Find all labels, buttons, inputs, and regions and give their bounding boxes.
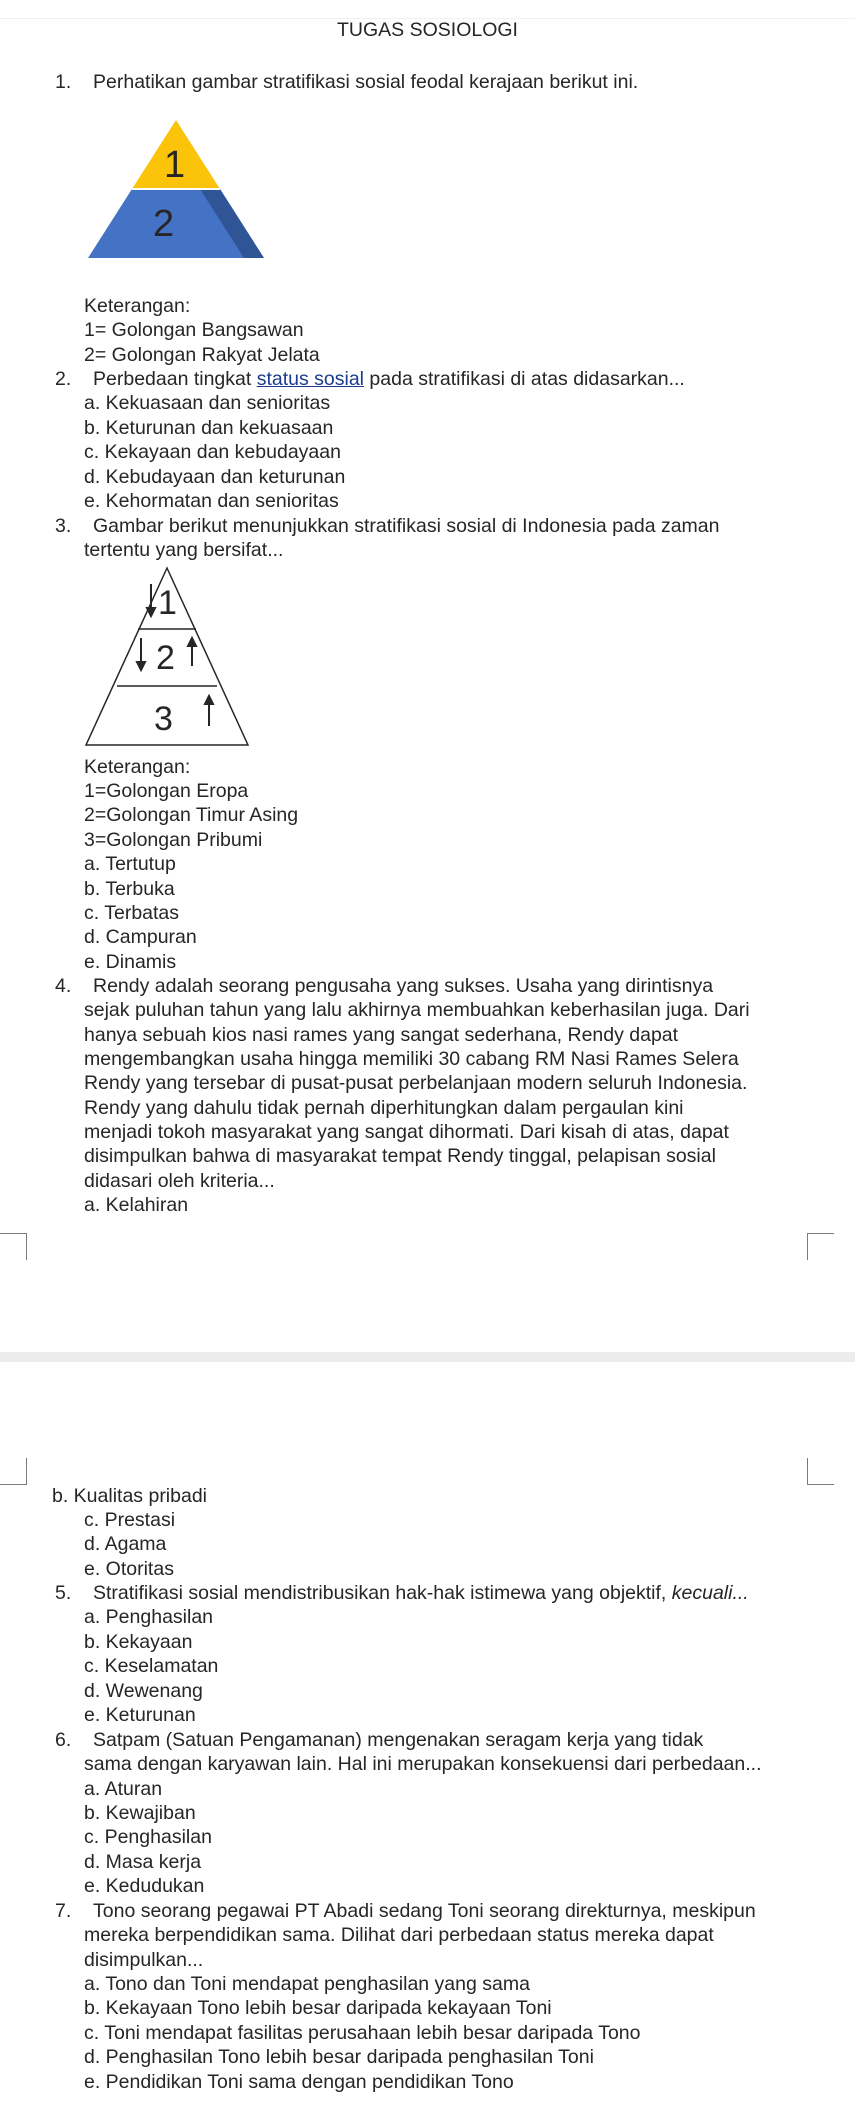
option-b: b. Kewajiban — [84, 1802, 196, 1824]
pyramid-label-2: 2 — [156, 639, 175, 677]
option-a: a. Aturan — [84, 1778, 163, 1800]
option-b: b. Kekayaan — [84, 1631, 193, 1653]
question-1 — [55, 70, 638, 95]
question-text: Perhatikan gambar stratifikasi sosial feodal kerajaan berikut ini. — [93, 71, 639, 93]
option-c: c. Keselamatan — [84, 1655, 219, 1677]
option-d: d. Campuran — [84, 926, 197, 948]
option-a: a. Kekuasaan dan senioritas — [84, 392, 331, 414]
option-e: e. Otoritas — [84, 1558, 174, 1580]
option-b: b. Kekayaan Tono lebih besar daripada kekayaan Toni — [84, 1997, 552, 2019]
legend-title: Keterangan: — [84, 295, 191, 317]
page-corner-mark — [0, 1233, 27, 1260]
option-c: c. Toni mendapat fasilitas perusahaan lebih besar daripada Tono — [84, 2022, 641, 2044]
option-c: c. Kekayaan dan kebudayaan — [84, 441, 341, 463]
option-b: b. Keturunan dan kekuasaan — [84, 417, 334, 439]
question-text-italic: kecuali... — [671, 1582, 749, 1604]
question-4 — [55, 974, 713, 999]
question-number: 6. — [55, 1729, 72, 1751]
option-e: e. Dinamis — [84, 951, 177, 973]
question-number: 7. — [55, 1900, 72, 1922]
option-e: e. Kedudukan — [84, 1875, 205, 1897]
legend-item: 1= Golongan Bangsawan — [84, 319, 304, 341]
question-text: Gambar berikut menunjukkan stratifikasi sosial di Indonesia pada zaman — [93, 515, 720, 537]
question-number: 2. — [55, 368, 72, 390]
option-c: c. Penghasilan — [84, 1826, 212, 1848]
feudal-pyramid-figure — [88, 116, 264, 264]
legend-item: 2= Golongan Rakyat Jelata — [84, 344, 320, 366]
option-d: d. Wewenang — [84, 1680, 203, 1702]
question-number: 1. — [55, 71, 72, 93]
question-number: 5. — [55, 1582, 72, 1604]
question-text-cont: disimpulkan... — [84, 1949, 204, 1971]
page-top-edge — [0, 0, 855, 19]
question-text: Satpam (Satuan Pengamanan) mengenakan seragam kerja yang tidak — [93, 1729, 704, 1751]
pyramid-label-1: 1 — [164, 144, 186, 186]
page-corner-mark — [807, 1458, 834, 1485]
question-text-cont: hanya sebuah kios nasi rames yang sangat sederhana, Rendy dapat — [84, 1024, 679, 1046]
option-e: e. Kehormatan dan senioritas — [84, 490, 339, 512]
question-7 — [55, 1899, 756, 1924]
page-corner-mark — [807, 1233, 834, 1260]
option-d: d. Kebudayaan dan keturunan — [84, 466, 346, 488]
option-a: a. Tertutup — [84, 853, 176, 875]
question-text-cont: menjadi tokoh masyarakat yang sangat dihormati. Dari kisah di atas, dapat — [84, 1121, 729, 1143]
question-3 — [55, 514, 720, 539]
question-5 — [55, 1581, 749, 1606]
question-text-cont: sama dengan karyawan lain. Hal ini merupakan konsekuensi dari perbedaan... — [84, 1753, 762, 1775]
option-d: d. Agama — [84, 1533, 167, 1555]
legend-item: 2=Golongan Timur Asing — [84, 804, 299, 826]
pyramid-label-3: 3 — [154, 700, 173, 738]
question-text-cont: mengembangkan usaha hingga memiliki 30 cabang RM Nasi Rames Selera — [84, 1048, 739, 1070]
legend-item: 3=Golongan Pribumi — [84, 829, 263, 851]
question-text-cont: tertentu yang bersifat... — [84, 539, 284, 561]
option-e: e. Keturunan — [84, 1704, 196, 1726]
page-break — [0, 1352, 855, 1362]
option-b: b. Kualitas pribadi — [52, 1485, 208, 1507]
question-text-cont: mereka berpendidikan sama. Dilihat dari perbedaan status mereka dapat — [84, 1924, 714, 1946]
question-text-cont: sejak puluhan tahun yang lalu akhirnya membuahkan keberhasilan juga. Dari — [84, 999, 750, 1021]
option-e: e. Pendidikan Toni sama dengan pendidikan Tono — [84, 2071, 514, 2093]
legend-title: Keterangan: — [84, 756, 191, 778]
option-d: d. Penghasilan Tono lebih besar daripada penghasilan Toni — [84, 2046, 594, 2068]
question-number: 3. — [55, 515, 72, 537]
colonial-pyramid-figure — [84, 566, 250, 748]
question-text: Rendy adalah seorang pengusaha yang sukses. Usaha yang dirintisnya — [93, 975, 714, 997]
question-text: Stratifikasi sosial mendistribusikan hak-hak istimewa yang objektif, — [93, 1582, 672, 1604]
option-d: d. Masa kerja — [84, 1851, 202, 1873]
option-a: a. Kelahiran — [84, 1194, 189, 1216]
question-text-start: Perbedaan tingkat — [93, 368, 257, 390]
document-title: TUGAS SOSIOLOGI — [337, 19, 518, 41]
question-number: 4. — [55, 975, 72, 997]
option-a: a. Tono dan Toni mendapat penghasilan yang sama — [84, 1973, 530, 1995]
question-2 — [55, 367, 685, 392]
pyramid-label-2: 2 — [153, 203, 175, 245]
option-a: a. Penghasilan — [84, 1606, 214, 1628]
option-b: b. Terbuka — [84, 878, 175, 900]
question-text-end: pada stratifikasi di atas didasarkan... — [364, 368, 685, 390]
question-text: Tono seorang pegawai PT Abadi sedang Toni seorang direkturnya, meskipun — [93, 1900, 756, 1922]
option-c: c. Terbatas — [84, 902, 180, 924]
page-corner-mark — [0, 1458, 27, 1485]
option-c: c. Prestasi — [84, 1509, 176, 1531]
question-text-cont: disimpulkan bahwa di masyarakat tempat Rendy tinggal, pelapisan sosial — [84, 1145, 716, 1167]
question-text-cont: Rendy yang dahulu tidak pernah diperhitungkan dalam pergaulan kini — [84, 1097, 684, 1119]
question-6 — [55, 1728, 703, 1753]
legend-item: 1=Golongan Eropa — [84, 780, 249, 802]
question-text-cont: Rendy yang tersebar di pusat-pusat perbelanjaan modern seluruh Indonesia. — [84, 1072, 748, 1094]
status-sosial-link[interactable]: status sosial — [256, 368, 365, 390]
pyramid-label-1: 1 — [158, 584, 177, 622]
question-text-cont: didasari oleh kriteria... — [84, 1170, 275, 1192]
